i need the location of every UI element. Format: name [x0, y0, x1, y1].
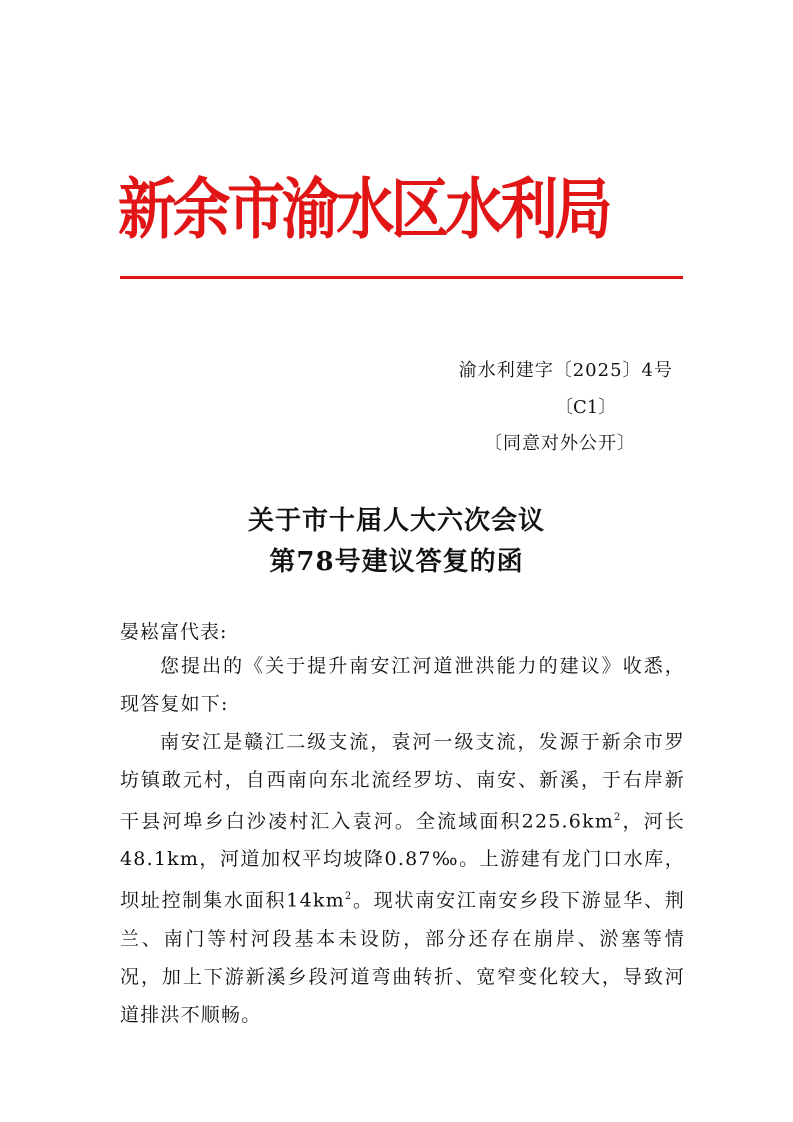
paragraph-body: [120, 723, 685, 1034]
superscript-2: 2: [614, 812, 622, 823]
classification-code: 〔C1〕: [555, 397, 617, 418]
paragraph-body-part3: 。现状南安江南安乡段下游显华、荆兰、南门等村河段基本未设防，部分还存在崩岸、淤塞等情况，加上下游新溪乡段河道弯曲转折、宽窄变化较大，导致河道排洪不顺畅。: [120, 889, 686, 1026]
masthead-title: 新余市渝水区水利局: [118, 171, 610, 248]
paragraph-intro: 您提出的《关于提升南安江河道泄洪能力的建议》收悉，现答复如下:: [120, 655, 685, 715]
publicity-notice: 〔同意对外公开〕: [484, 433, 636, 454]
masthead: [118, 165, 688, 255]
paragraph-body-part1: 南安江是赣江二级支流，袁河一级支流，发源于新余市罗坊镇敢元村，自西南向东北流经罗坊、南安、新溪，于右岸新干县河埠乡白沙凌村汇入袁河。全流域面积225.6km: [120, 731, 685, 833]
document-title-line1: 关于市十届人大六次会议: [247, 506, 545, 536]
red-divider-line: [120, 276, 683, 279]
paragraph-body-part2: ，河长48.1km，河道加权平均坡降0.87‰。上游建有龙门口水库，坝址控制集水面积14km: [120, 810, 686, 912]
superscript-2b: 2: [344, 891, 353, 903]
document-title-line2: 第78号建议答复的函: [269, 547, 524, 577]
salutation: 晏崧富代表:: [120, 621, 228, 643]
document-number: 渝水利建字〔2025〕4号: [458, 360, 673, 381]
